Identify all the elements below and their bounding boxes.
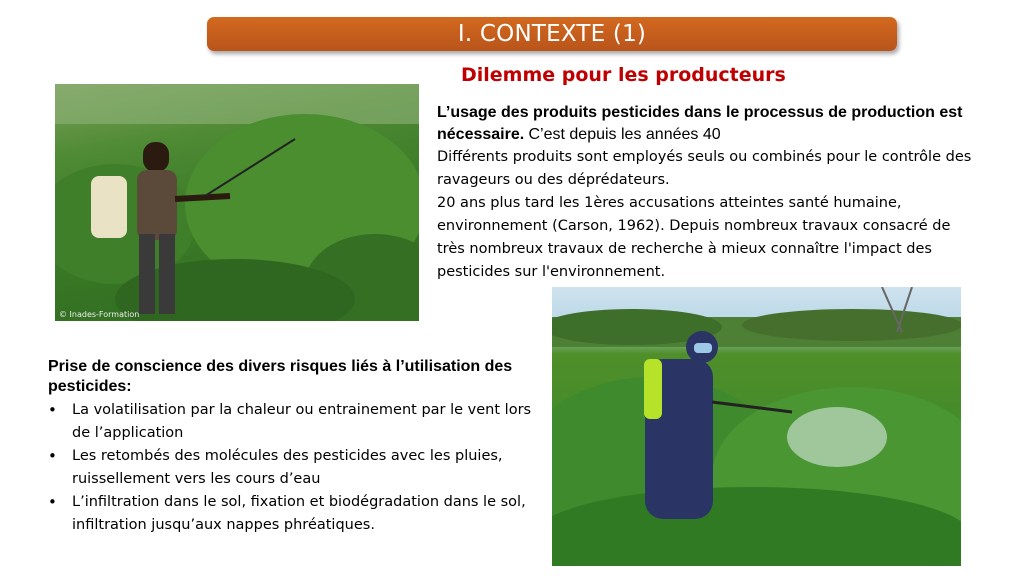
intro-text-block bbox=[437, 102, 977, 284]
risk-item-volatilisation: • La volatilisation par la chaleur ou entrainement par le vent lors de l’application bbox=[48, 399, 538, 445]
risks-heading: Prise de conscience des divers risques liés à l’utilisation des pesticides: bbox=[48, 358, 513, 395]
slide-subtitle: Dilemme pour les producteurs bbox=[461, 64, 786, 86]
farmer-spraying-photo bbox=[55, 84, 419, 321]
intro-paragraph-2: 20 ans plus tard les 1ères accusations atteintes santé humaine, environnement (Carson, 1962). Depuis nombreux travaux consacré de très nombreux travaux de recherche à mieux connaître l'impact des pesticides sur l'environnement. bbox=[437, 195, 951, 280]
protected-sprayer-illustration bbox=[552, 287, 961, 566]
risks-list bbox=[48, 399, 538, 537]
risks-section bbox=[48, 357, 538, 537]
slide-title-bar bbox=[207, 17, 897, 51]
protected-sprayer-photo bbox=[552, 287, 961, 566]
risk-item-infiltration: • L’infiltration dans le sol, fixation et biodégradation dans le sol, infiltration jusqu’aux nappes phréatiques. bbox=[48, 491, 538, 537]
intro-lead: L’usage des produits pesticides dans le processus de production est nécessaire. bbox=[437, 104, 963, 143]
intro-since: C’est depuis les années 40 bbox=[528, 126, 721, 143]
farmer-spraying-illustration bbox=[55, 84, 419, 321]
intro-paragraph-1: Différents produits sont employés seuls ou combinés pour le contrôle des ravageurs ou des déprédateurs. bbox=[437, 149, 972, 188]
photo-credit: © Inades-Formation bbox=[59, 310, 140, 319]
slide-title: I. CONTEXTE (1) bbox=[457, 21, 647, 47]
risk-item-retombes: • Les retombés des molécules des pesticides avec les pluies, ruissellement vers les cours d’eau bbox=[48, 445, 538, 491]
